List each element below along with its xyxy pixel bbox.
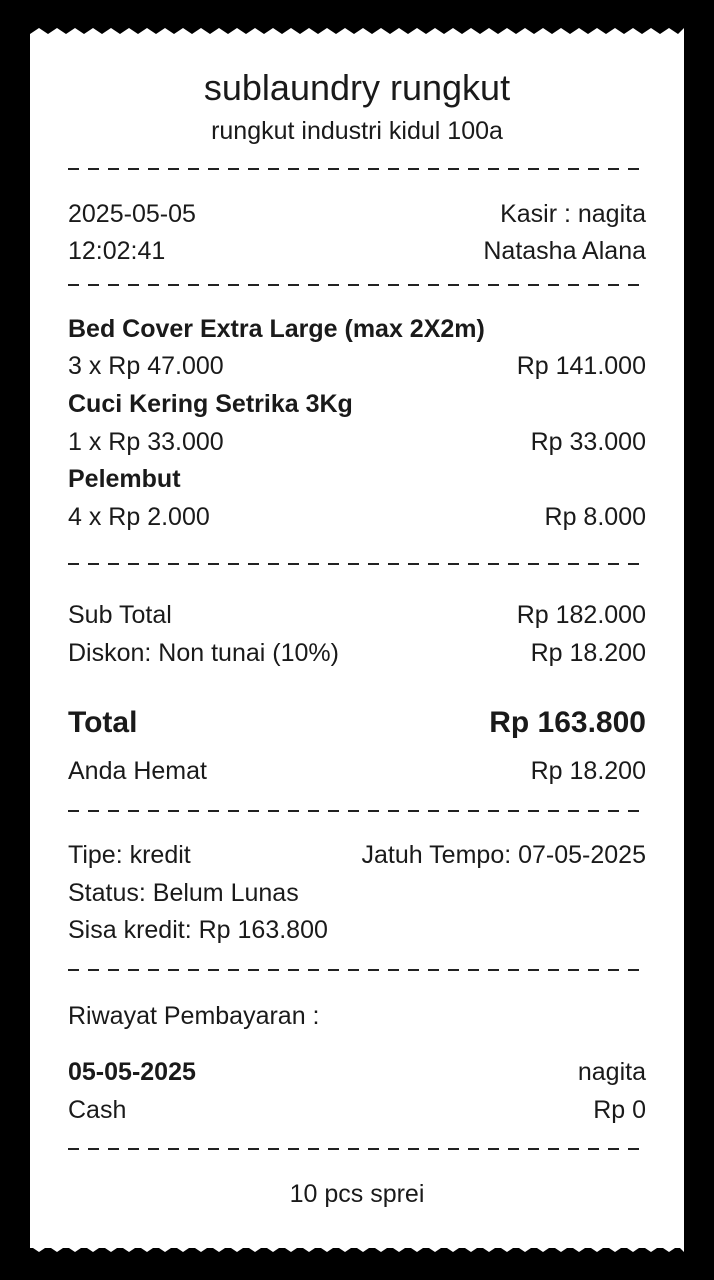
history-method: Cash [68, 1096, 127, 1124]
item-qty-price: 3 x Rp 47.000 [68, 352, 224, 380]
payment-type: Tipe: kredit [68, 841, 191, 869]
divider [68, 810, 646, 812]
divider [68, 284, 646, 286]
credit-type-row [68, 836, 646, 874]
cashier: Kasir : nagita [500, 200, 646, 228]
credit-remaining: Sisa kredit: Rp 163.800 [68, 916, 328, 944]
total-label: Total [68, 706, 138, 739]
history-amount: Rp 0 [593, 1096, 646, 1124]
store-name: sublaundry rungkut [203, 67, 511, 108]
customer-name: Natasha Alana [483, 237, 646, 265]
item-amount: Rp 141.000 [516, 352, 646, 380]
savings-row [68, 752, 646, 790]
receipt-time: 12:02:41 [68, 237, 166, 265]
due-date: Jatuh Tempo: 07-05-2025 [361, 841, 646, 869]
receipt [30, 34, 684, 1248]
savings-label: Anda Hemat [68, 757, 207, 785]
subtotal-label: Sub Total [68, 601, 172, 629]
item-name: Bed Cover Extra Large (max 2X2m) [68, 315, 485, 343]
discount-label: Diskon: Non tunai (10%) [68, 639, 339, 667]
divider [68, 969, 646, 971]
meta-row-1 [68, 195, 646, 233]
discount-value: Rp 18.200 [530, 639, 646, 667]
history-date: 05-05-2025 [68, 1058, 196, 1086]
payment-history-label: Riwayat Pembayaran : [68, 1002, 320, 1030]
payment-status: Status: Belum Lunas [68, 879, 299, 907]
item-line [68, 347, 646, 385]
receipt-date: 2025-05-05 [68, 200, 196, 228]
item-amount: Rp 8.000 [544, 503, 646, 531]
divider [68, 563, 646, 565]
savings-value: Rp 18.200 [530, 757, 646, 785]
item-line [68, 498, 646, 536]
total-row [68, 703, 646, 743]
history-user: nagita [577, 1058, 646, 1086]
history-entry-detail [68, 1091, 646, 1129]
item-name: Pelembut [68, 465, 181, 493]
divider [68, 168, 646, 170]
total-value: Rp 163.800 [489, 706, 646, 739]
item-amount: Rp 33.000 [530, 428, 646, 456]
item-line [68, 423, 646, 461]
item-qty-price: 4 x Rp 2.000 [68, 503, 210, 531]
discount-row [68, 634, 646, 672]
store-address: rungkut industri kidul 100a [211, 117, 503, 145]
receipt-bottom-edge [30, 1238, 684, 1252]
subtotal-value: Rp 182.000 [516, 601, 646, 629]
divider [68, 1148, 646, 1150]
receipt-note: 10 pcs sprei [289, 1180, 425, 1208]
history-entry-header [68, 1053, 646, 1091]
item-qty-price: 1 x Rp 33.000 [68, 428, 224, 456]
item-name: Cuci Kering Setrika 3Kg [68, 390, 353, 418]
subtotal-row [68, 596, 646, 634]
meta-row-2 [68, 232, 646, 270]
